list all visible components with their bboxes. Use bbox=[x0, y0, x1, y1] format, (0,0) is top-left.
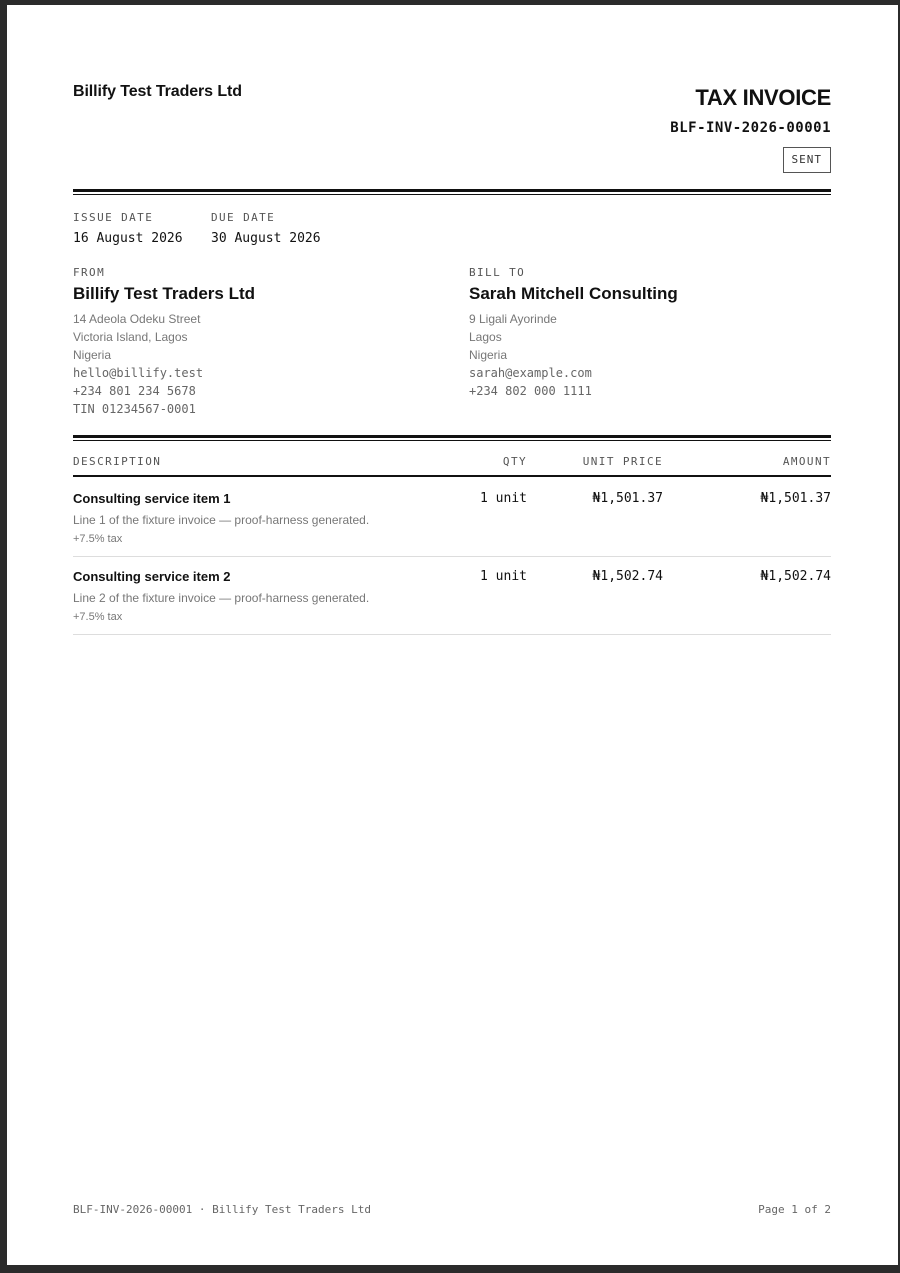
item-tax: +7.5% tax bbox=[73, 611, 123, 623]
header-divider bbox=[73, 189, 831, 195]
footer-reference: BLF-INV-2026-00001 · Billify Test Traders Ltd bbox=[73, 1203, 372, 1216]
item-title: Consulting service item 1 bbox=[73, 491, 231, 506]
column-header-unit-price: UNIT PRICE bbox=[582, 455, 663, 468]
customer-email: sarah@example.com bbox=[469, 366, 592, 380]
seller-email: hello@billify.test bbox=[73, 366, 204, 380]
bill-to-label: BILL TO bbox=[469, 266, 526, 279]
invoice-page bbox=[7, 5, 898, 1265]
table-header-rule bbox=[73, 475, 831, 477]
customer-name: Sarah Mitchell Consulting bbox=[469, 284, 678, 303]
from-label: FROM bbox=[73, 266, 106, 279]
customer-address-line: Nigeria bbox=[469, 348, 508, 362]
customer-phone: +234 802 000 1111 bbox=[469, 384, 592, 398]
page-indicator: Page 1 of 2 bbox=[758, 1203, 831, 1216]
document-title: TAX INVOICE bbox=[695, 85, 831, 110]
column-header-qty: QTY bbox=[502, 455, 527, 468]
seller-address bbox=[73, 310, 203, 418]
item-unit-price: ₦1,501.37 bbox=[592, 491, 663, 506]
items-divider bbox=[73, 435, 831, 441]
row-divider bbox=[73, 634, 831, 635]
due-date-value: 30 August 2026 bbox=[211, 231, 321, 246]
customer-address-line: 9 Ligali Ayorinde bbox=[469, 312, 557, 326]
row-divider bbox=[73, 556, 831, 557]
item-description: Line 2 of the fixture invoice — proof-harness generated. bbox=[73, 591, 370, 605]
item-unit-price: ₦1,502.74 bbox=[592, 569, 663, 584]
item-qty: 1 unit bbox=[480, 491, 527, 506]
item-amount: ₦1,501.37 bbox=[760, 491, 831, 506]
seller-name: Billify Test Traders Ltd bbox=[73, 284, 256, 303]
item-qty: 1 unit bbox=[480, 569, 527, 584]
seller-address-line: Victoria Island, Lagos bbox=[73, 330, 188, 344]
seller-address-line: 14 Adeola Odeku Street bbox=[73, 312, 201, 326]
issue-date-value: 16 August 2026 bbox=[73, 231, 183, 246]
column-header-description: DESCRIPTION bbox=[73, 455, 162, 468]
due-date-label: DUE DATE bbox=[211, 211, 276, 224]
seller-tin: TIN 01234567-0001 bbox=[73, 402, 196, 416]
customer-address bbox=[469, 310, 592, 400]
seller-header-name: Billify Test Traders Ltd bbox=[73, 83, 242, 100]
customer-address-line: Lagos bbox=[469, 330, 502, 344]
seller-address-line: Nigeria bbox=[73, 348, 112, 362]
item-title: Consulting service item 2 bbox=[73, 569, 231, 584]
status-badge: SENT bbox=[783, 147, 832, 173]
issue-date-label: ISSUE DATE bbox=[73, 211, 154, 224]
item-amount: ₦1,502.74 bbox=[760, 569, 831, 584]
item-tax: +7.5% tax bbox=[73, 533, 123, 545]
column-header-amount: AMOUNT bbox=[782, 455, 831, 468]
invoice-number: BLF-INV-2026-00001 bbox=[670, 120, 831, 136]
seller-phone: +234 801 234 5678 bbox=[73, 384, 196, 398]
item-description: Line 1 of the fixture invoice — proof-harness generated. bbox=[73, 513, 370, 527]
